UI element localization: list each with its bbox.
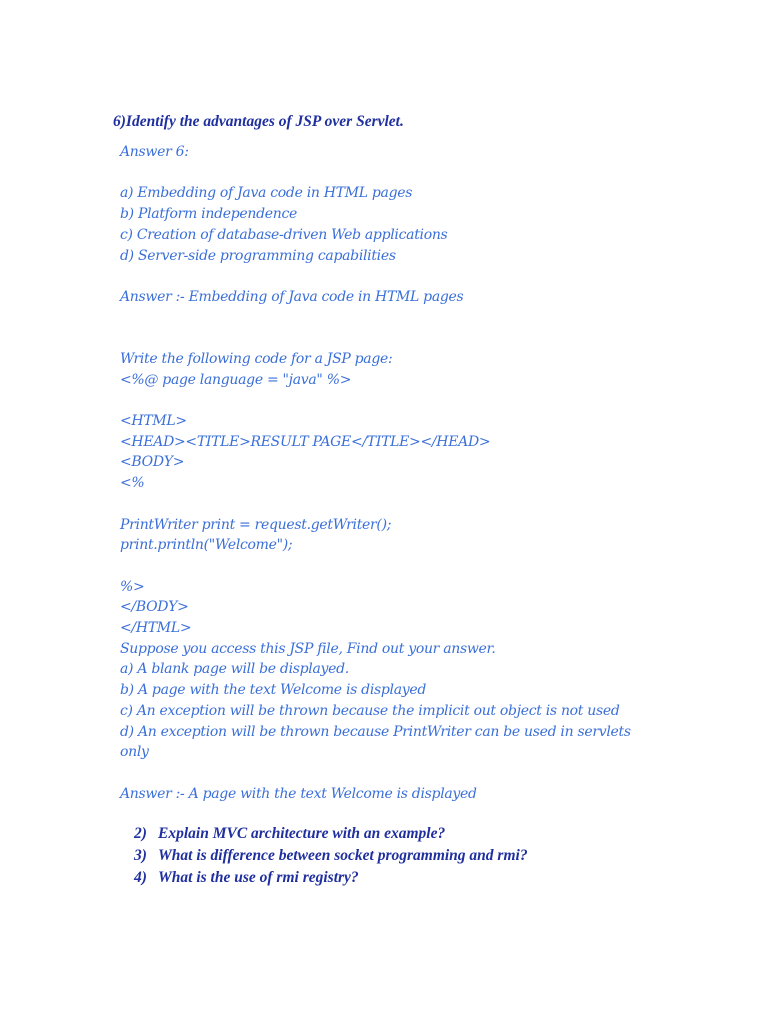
question-text: What is the use of rmi registry? bbox=[158, 869, 359, 886]
blank-line bbox=[120, 763, 660, 784]
text-line: Write the following code for a JSP page: bbox=[120, 350, 393, 367]
text-line: print.println("Welcome"); bbox=[120, 537, 293, 554]
question-item bbox=[134, 823, 528, 845]
question-number: 4) bbox=[134, 869, 147, 886]
text-line: <% bbox=[120, 475, 145, 492]
blank-line bbox=[120, 556, 660, 577]
question-item bbox=[134, 867, 528, 889]
text-line: %> bbox=[120, 578, 145, 595]
question-item bbox=[134, 845, 528, 867]
text-line: c) Creation of database-driven Web applications bbox=[120, 226, 448, 243]
question-text: Explain MVC architecture with an example? bbox=[158, 825, 446, 842]
text-line: <BODY> bbox=[120, 454, 185, 471]
blank-line bbox=[120, 390, 660, 411]
blank-line bbox=[120, 266, 660, 287]
text-line: PrintWriter print = request.getWriter(); bbox=[120, 516, 392, 533]
question-list bbox=[134, 823, 528, 889]
answer-body bbox=[120, 142, 660, 804]
text-line: Answer :- A page with the text Welcome is displayed bbox=[120, 785, 477, 802]
blank-line bbox=[120, 308, 660, 329]
text-line: Suppose you access this JSP file, Find out your answer. bbox=[120, 640, 496, 657]
text-line: b) A page with the text Welcome is displayed bbox=[120, 682, 427, 699]
question-heading: 6)Identify the advantages of JSP over Servlet. bbox=[113, 113, 404, 130]
text-line: Answer 6: bbox=[120, 144, 189, 160]
text-line: Answer :- Embedding of Java code in HTML pages bbox=[120, 288, 464, 305]
text-line: a) A blank page will be displayed. bbox=[120, 661, 349, 678]
text-line: </HTML> bbox=[120, 620, 192, 637]
question-text: What is difference between socket programming and rmi? bbox=[158, 847, 528, 864]
text-line: <HTML> bbox=[120, 413, 187, 430]
question-number: 3) bbox=[134, 847, 147, 864]
blank-line bbox=[120, 494, 660, 515]
text-line: <HEAD><TITLE>RESULT PAGE</TITLE></HEAD> bbox=[120, 433, 491, 450]
text-line: c) An exception will be thrown because the implicit out object is not used bbox=[120, 702, 620, 719]
blank-line bbox=[120, 163, 660, 184]
text-line: <%@ page language = "java" %> bbox=[120, 371, 352, 388]
question-number: 2) bbox=[134, 825, 147, 842]
text-line: d) An exception will be thrown because PrintWriter can be used in servlets only bbox=[120, 723, 631, 761]
text-line: b) Platform independence bbox=[120, 206, 297, 223]
text-line: d) Server-side programming capabilities bbox=[120, 247, 396, 264]
blank-line bbox=[120, 328, 660, 349]
text-line: </BODY> bbox=[120, 599, 189, 616]
text-line: a) Embedding of Java code in HTML pages bbox=[120, 185, 413, 202]
